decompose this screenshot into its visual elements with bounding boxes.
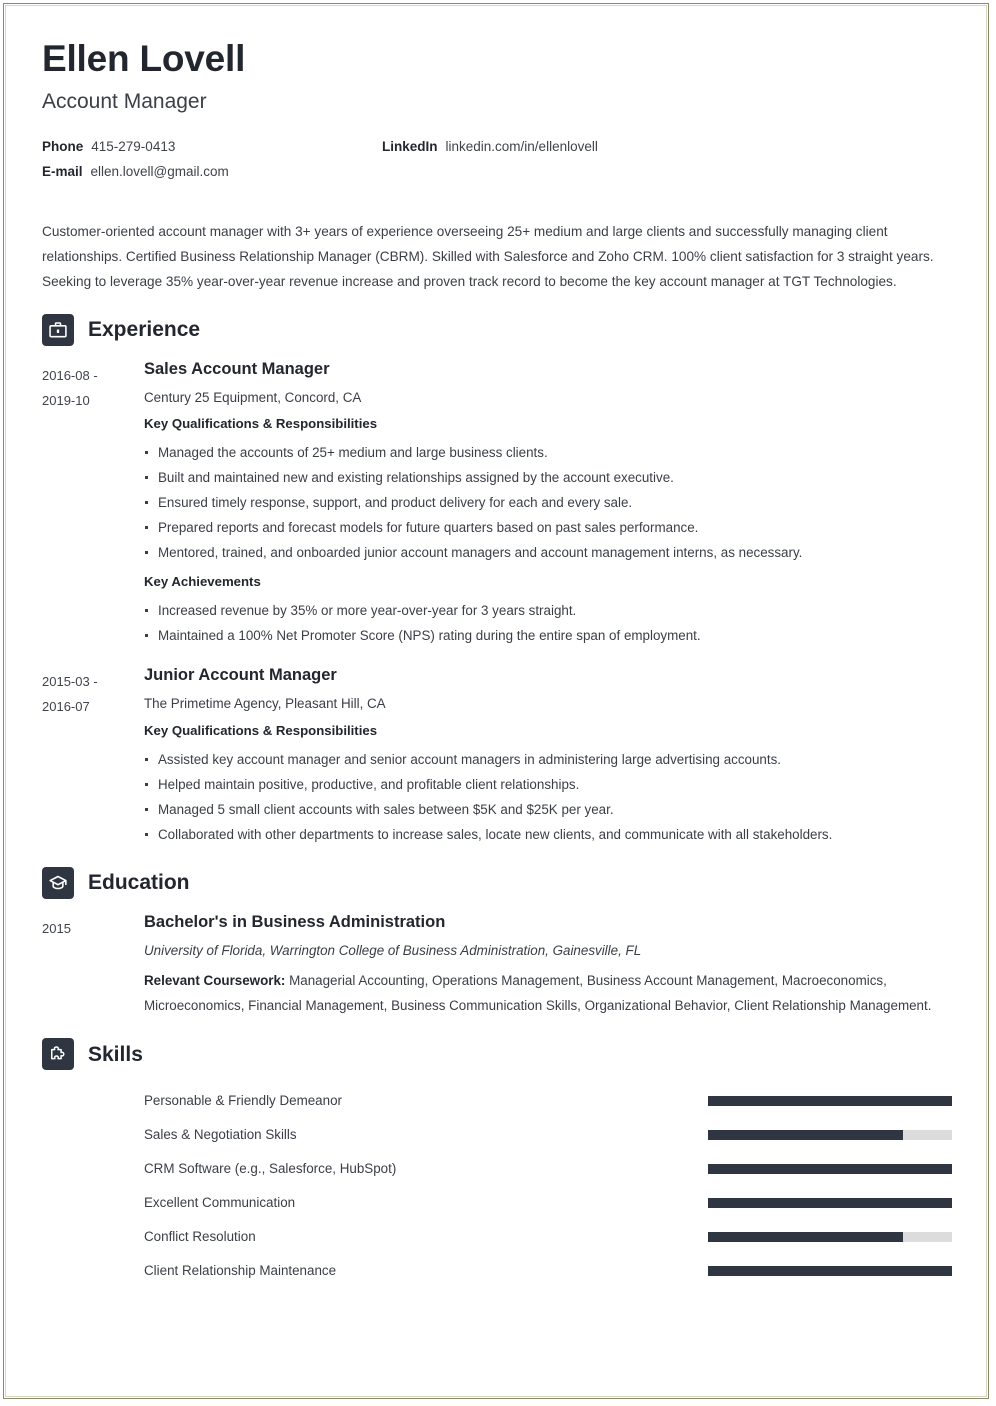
contact-linkedin <box>382 139 598 154</box>
section-title-education: Education <box>88 871 190 895</box>
section-title-experience: Experience <box>88 318 201 342</box>
skill-rating-bar <box>708 1130 952 1140</box>
section-title-skills: Skills <box>88 1042 143 1066</box>
education-coursework-label: Relevant Coursework: <box>144 973 286 989</box>
list-item: Prepared reports and forecast models for future quarters based on past sales performance. <box>144 515 952 540</box>
skill-rating-fill <box>708 1130 903 1140</box>
experience-date-start: 2015-03 - <box>42 674 98 690</box>
education-date: 2015 <box>42 920 71 936</box>
skill-rating-fill <box>708 1266 952 1276</box>
experience-qualifications-list <box>144 440 952 565</box>
contact-label-linkedin: LinkedIn <box>382 138 438 154</box>
contact-email <box>42 164 382 179</box>
experience-body <box>144 666 952 846</box>
experience-job-title: Junior Account Manager <box>144 666 337 685</box>
experience-qualifications-title: Key Qualifications & Responsibilities <box>144 416 378 432</box>
experience-entry <box>42 360 952 649</box>
experience-company: Century 25 Equipment, Concord, CA <box>144 389 362 405</box>
section-header-skills <box>42 1038 952 1070</box>
section-skills <box>42 1038 952 1288</box>
skill-rating-fill <box>708 1198 952 1208</box>
briefcase-icon <box>42 314 74 346</box>
skill-name: Sales & Negotiation Skills <box>144 1127 297 1143</box>
experience-job-title: Sales Account Manager <box>144 359 330 378</box>
list-item: Built and maintained new and existing relationships assigned by the account executive. <box>144 465 952 490</box>
section-header-experience <box>42 314 952 346</box>
resume-header <box>42 40 952 179</box>
skill-rating-bar <box>708 1198 952 1208</box>
section-education <box>42 867 952 1018</box>
candidate-job-title: Account Manager <box>42 89 207 113</box>
experience-body <box>144 360 952 649</box>
skill-row <box>42 1220 952 1254</box>
education-coursework-text: Managerial Accounting, Operations Management, Business Account Management, Macroeconomics, Microeconomics, Financial Management, Business Communication Skills, Organizational Behavior, Client Relationship Management. <box>144 973 932 1014</box>
list-item: Managed the accounts of 25+ medium and large business clients. <box>144 440 952 465</box>
skill-rating-bar <box>708 1232 952 1242</box>
experience-entry <box>42 666 952 846</box>
contact-phone <box>42 139 382 154</box>
experience-date-end: 2019-10 <box>42 392 90 408</box>
puzzle-piece-icon <box>42 1038 74 1070</box>
skill-name: CRM Software (e.g., Salesforce, HubSpot) <box>144 1161 397 1177</box>
education-coursework <box>144 968 952 1018</box>
skill-row <box>42 1152 952 1186</box>
experience-qualifications-list <box>144 747 952 847</box>
candidate-name: Ellen Lovell <box>42 38 246 79</box>
skill-name: Personable & Friendly Demeanor <box>144 1093 342 1109</box>
experience-achievements-list <box>144 598 952 648</box>
skills-list <box>42 1084 952 1288</box>
experience-qualifications-title: Key Qualifications & Responsibilities <box>144 722 378 738</box>
education-degree: Bachelor's in Business Administration <box>144 912 446 931</box>
education-school: University of Florida, Warrington College of Business Administration, Gainesville, FL <box>144 942 642 958</box>
list-item: Helped maintain positive, productive, and profitable client relationships. <box>144 772 952 797</box>
list-item: Managed 5 small client accounts with sales between $5K and $25K per year. <box>144 797 952 822</box>
skill-row <box>42 1254 952 1288</box>
contact-label-email: E-mail <box>42 163 83 179</box>
contact-row <box>42 139 952 154</box>
skill-row <box>42 1084 952 1118</box>
section-header-education <box>42 867 952 899</box>
contact-value-phone[interactable]: 415-279-0413 <box>91 138 176 154</box>
list-item: Collaborated with other departments to increase sales, locate new clients, and communicate with all stakeholders. <box>144 822 952 847</box>
experience-date <box>42 666 144 846</box>
experience-company: The Primetime Agency, Pleasant Hill, CA <box>144 696 386 712</box>
skill-row <box>42 1118 952 1152</box>
education-body <box>144 913 952 1018</box>
education-entry <box>42 913 952 1018</box>
contact-value-email[interactable]: ellen.lovell@gmail.com <box>90 163 229 179</box>
list-item: Maintained a 100% Net Promoter Score (NPS) rating during the entire span of employment. <box>144 623 952 648</box>
skill-name: Excellent Communication <box>144 1195 296 1211</box>
contact-value-linkedin[interactable]: linkedin.com/in/ellenlovell <box>445 138 598 154</box>
graduation-cap-icon <box>42 867 74 899</box>
skill-rating-fill <box>708 1164 952 1174</box>
skill-rating-bar <box>708 1164 952 1174</box>
skill-rating-bar <box>708 1096 952 1106</box>
skill-name: Client Relationship Maintenance <box>144 1263 337 1279</box>
list-item: Assisted key account manager and senior account managers in administering large advertising accounts. <box>144 747 952 772</box>
experience-date-end: 2016-07 <box>42 699 90 715</box>
skill-rating-fill <box>708 1232 903 1242</box>
skill-row <box>42 1186 952 1220</box>
professional-summary: Customer-oriented account manager with 3+ years of experience overseeing 25+ medium and large clients and successfully managing client relationships. Certified Business Relationship Manager (CBRM). Skilled with Salesforce and Zoho CRM. 100% client satisfaction for 3 straight years. Seeking to leverage 35% year-over-year revenue increase and proven track record to become the key account manager at TGT Technologies. <box>42 223 934 289</box>
contact-block <box>42 139 952 179</box>
contact-label-phone: Phone <box>42 138 84 154</box>
skill-rating-fill <box>708 1096 952 1106</box>
skill-name: Conflict Resolution <box>144 1229 256 1245</box>
experience-date-start: 2016-08 - <box>42 367 98 383</box>
list-item: Mentored, trained, and onboarded junior account managers and account management interns, as necessary. <box>144 540 952 565</box>
skill-rating-bar <box>708 1266 952 1276</box>
section-experience <box>42 314 952 847</box>
list-item: Increased revenue by 35% or more year-over-year for 3 years straight. <box>144 598 952 623</box>
experience-achievements-title: Key Achievements <box>144 574 261 590</box>
list-item: Ensured timely response, support, and product delivery for each and every sale. <box>144 490 952 515</box>
experience-date <box>42 360 144 649</box>
contact-row <box>42 164 952 179</box>
